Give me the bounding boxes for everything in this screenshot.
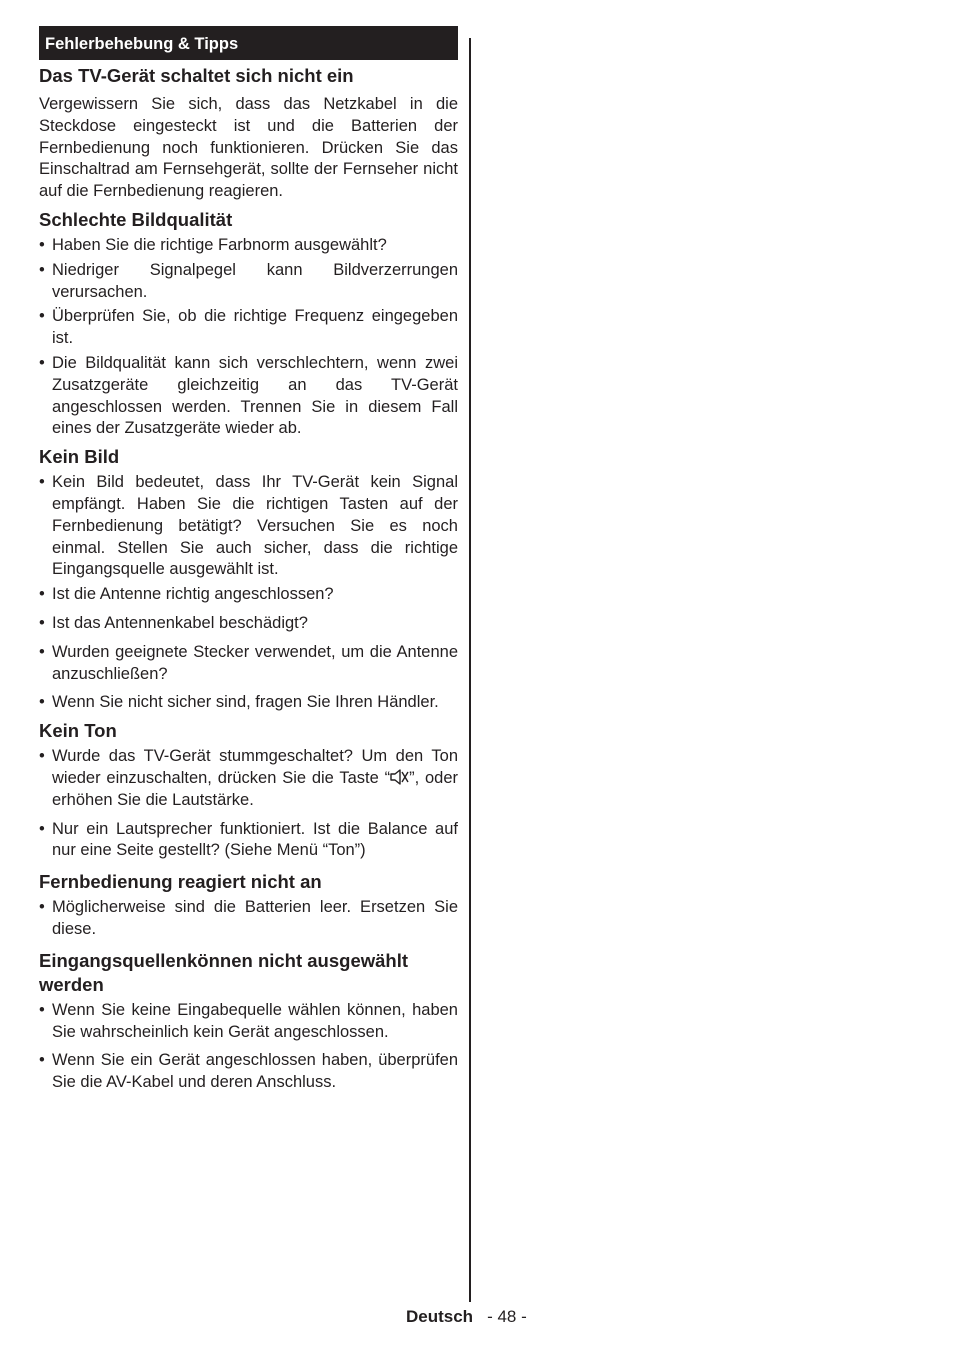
paragraph-power: Vergewissern Sie sich, dass das Netzkabel in die Steckdose eingesteckt ist und die Batterien der Fernbedienung noch funktionieren. Drücken Sie das Einschaltrad am Fernsehgerät, sollte der Fernseher nicht auf die Fernbedienung reagieren. bbox=[39, 95, 458, 201]
mute-text-after: ”, oder erhöhen Sie die Lautstärke. bbox=[52, 768, 458, 809]
page-number: - 48 - bbox=[487, 1307, 527, 1326]
heading-power: Das TV-Gerät schaltet sich nicht ein bbox=[39, 65, 354, 86]
heading-remote: Fernbedienung reagiert nicht an bbox=[39, 871, 322, 893]
footer-language: Deutsch bbox=[406, 1307, 474, 1326]
list-item: • Nur ein Lautsprecher funktioniert. Ist die Balance auf nur eine Seite gestellt? (Siehe Menü “Ton”) bbox=[39, 819, 458, 863]
list-item: • Möglicherweise sind die Batterien leer. Ersetzen Sie diese. bbox=[39, 897, 458, 941]
list-item: • Wenn Sie keine Eingabequelle wählen können, haben Sie wahrscheinlich kein Gerät angeschlossen. bbox=[39, 1000, 458, 1044]
list-item: • Kein Bild bedeutet, dass Ihr TV-Gerät kein Signal empfängt. Haben Sie die richtigen Tasten auf der Fernbedienung betätigt? Versuchen Sie es noch einmal. Stellen Sie auch sicher, dass die richtige Eingangsquelle ausgewählt ist. bbox=[39, 472, 458, 581]
list-no-sound bbox=[39, 746, 458, 862]
heading-input-source: Eingangsquellenkönnen nicht ausgewählt werden bbox=[39, 949, 409, 995]
list-item: • Überprüfen Sie, ob die richtige Frequenz eingegeben ist. bbox=[39, 306, 458, 350]
mute-text-before: Wurde das TV-Gerät stummgeschaltet? Um den Ton wieder einzuschalten, drücken Sie die Taste “ bbox=[52, 747, 458, 787]
list-item: • Wurden geeignete Stecker verwendet, um die Antenne anzuschließen? bbox=[39, 642, 458, 686]
heading-no-sound: Kein Ton bbox=[39, 720, 117, 742]
list-item: • Haben Sie die richtige Farbnorm ausgewählt? bbox=[39, 235, 458, 257]
list-input-source bbox=[39, 1000, 458, 1094]
column-divider bbox=[469, 38, 471, 1302]
list-item bbox=[39, 746, 458, 811]
heading-no-picture: Kein Bild bbox=[39, 446, 120, 468]
section-banner: Fehlerbehebung & Tipps bbox=[39, 26, 458, 60]
list-item: • Ist die Antenne richtig angeschlossen? bbox=[39, 584, 458, 606]
list-item: • Niedriger Signalpegel kann Bildverzerrungen verursachen. bbox=[39, 260, 458, 304]
list-remote bbox=[39, 897, 458, 941]
list-item: • Ist das Antennenkabel beschädigt? bbox=[39, 613, 458, 635]
list-item: • Wenn Sie ein Gerät angeschlossen haben, überprüfen Sie die AV-Kabel und deren Anschluss. bbox=[39, 1050, 458, 1094]
heading-picture-quality: Schlechte Bildqualität bbox=[39, 208, 233, 230]
list-picture-quality bbox=[39, 235, 458, 440]
mute-speaker-icon bbox=[390, 769, 409, 785]
list-no-picture bbox=[39, 472, 458, 714]
list-item: • Wenn Sie nicht sicher sind, fragen Sie Ihren Händler. bbox=[39, 692, 458, 714]
list-item: • Die Bildqualität kann sich verschlechtern, wenn zwei Zusatzgeräte gleichzeitig an das TV-Gerät angeschlossen werden. Trennen Sie in diesem Fall eines der Zusatzgeräte wieder ab. bbox=[39, 353, 458, 440]
left-column bbox=[39, 26, 458, 1094]
page-footer bbox=[406, 1306, 527, 1328]
